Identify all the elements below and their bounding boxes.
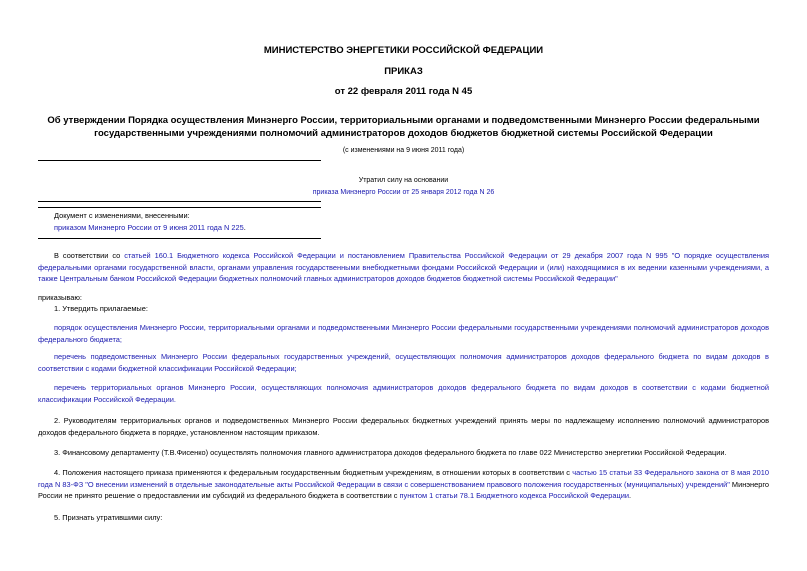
preamble-link[interactable]: статьей 160.1 Бюджетного кодекса Российской Федерации и постановлением Правительства Российской Федерации от 29 декабря 2007 года N 995 "О порядке осуществления федеральными органами государственной власти, органами управления государственными внебюджетными фондами Российской Федерации и (или) находящимися в их ведении казенными учреждениями, а также Центральным банком Российской Федерации бюджетных полномочий главных администраторов доходов бюджетов бюджетной системы Российской Федерации" — [38, 251, 769, 284]
lost-force-link[interactable]: приказа Минэнерго России от 25 января 2012 года N 26 — [312, 189, 495, 196]
lost-force-text: Утратил силу на основании — [358, 177, 449, 184]
p4-text-1: 4. Положения настоящего приказа применяются к федеральным государственным бюджетным учреждениям, в отношении которых в соответствии с — [54, 468, 573, 477]
changes-link-suffix: . — [243, 222, 246, 232]
p4-text-2: Минэнерго России не принято решение о предоставлении им субсидий из федерального бюджета в соответствии с — [38, 479, 770, 501]
order-word: приказываю: — [38, 293, 82, 302]
doc-title-line-2: государственными учреждениями полномочий администраторов доходов бюджетов бюджетной системы Российской Федерации — [94, 128, 713, 139]
preamble-text: В соответствии со — [54, 251, 125, 260]
divider — [38, 207, 321, 208]
p4-text-3: . — [628, 491, 632, 501]
amendment-note: (с изменениями на 9 июня 2011 года) — [342, 147, 465, 154]
paragraph-4 — [38, 467, 769, 502]
divider — [38, 238, 321, 239]
paragraph-1: 1. Утвердить прилагаемые: — [54, 304, 148, 313]
changes-link[interactable]: приказом Минэнерго России от 9 июня 2011 года N 225 — [54, 222, 244, 232]
doc-type-heading: ПРИКАЗ — [384, 66, 423, 77]
preamble-paragraph — [38, 250, 769, 285]
p4-link-2[interactable]: пунктом 1 статьи 78.1 Бюджетного кодекса Российской Федерации — [399, 491, 629, 501]
ministry-heading: МИНИСТЕРСТВО ЭНЕРГЕТИКИ РОССИЙСКОЙ ФЕДЕРАЦИИ — [263, 45, 544, 56]
paragraph-1a-link[interactable]: порядок осуществления Минэнерго России, территориальными органами и подведомственными Минэнерго России федеральными государственными учреждениями полномочий администраторов доходов федерального бюджета; — [38, 323, 769, 344]
paragraph-1c-link[interactable]: перечень территориальных органов Минэнерго России, осуществляющих полномочия администраторов доходов федерального бюджета по видам доходов в соответствии с кодами бюджетной классификации Российской Федерации. — [38, 383, 769, 404]
changes-box — [54, 210, 246, 233]
paragraph-3: 3. Финансовому департаменту (Т.В.Фисенко) осуществлять полномочия главного администратора доходов федерального бюджета по главе 022 Министерство энергетики Российской Федерации. — [54, 448, 727, 457]
p4-link-1[interactable]: частью 15 статьи 33 Федерального закона от 8 мая 2010 года N 83-ФЗ "О внесении изменений в отдельные законодательные акты Российской Федерации в связи с совершенствованием правового положения государственных (муниципальных) учреждений" — [38, 468, 769, 489]
paragraph-5: 5. Признать утратившими силу: — [54, 513, 163, 522]
paragraph-2: 2. Руководителям территориальных органов и подведомственных Минэнерго России федеральных бюджетных учреждений принять меры по надлежащему исполнению полномочий администраторов доходов федерального бюджета в порядке, установленном настоящим приказом. — [38, 416, 769, 437]
changes-box-label: Документ с изменениями, внесенными: — [54, 211, 190, 220]
doc-date-number: от 22 февраля 2011 года N 45 — [334, 86, 473, 97]
paragraph-1b-link[interactable]: перечень подведомственных Минэнерго России федеральных государственных учреждений, осуществляющих полномочия администраторов доходов федерального бюджета по видам доходов в соответствии с кодами бюджетной классификации Российской Федерации; — [38, 352, 769, 373]
changes-box-line — [54, 222, 246, 234]
divider — [38, 160, 321, 161]
doc-title-line-1: Об утверждении Порядка осуществления Минэнерго России, территориальными органами и подведомственными Минэнерго России федеральными — [47, 115, 760, 126]
divider — [38, 201, 321, 202]
